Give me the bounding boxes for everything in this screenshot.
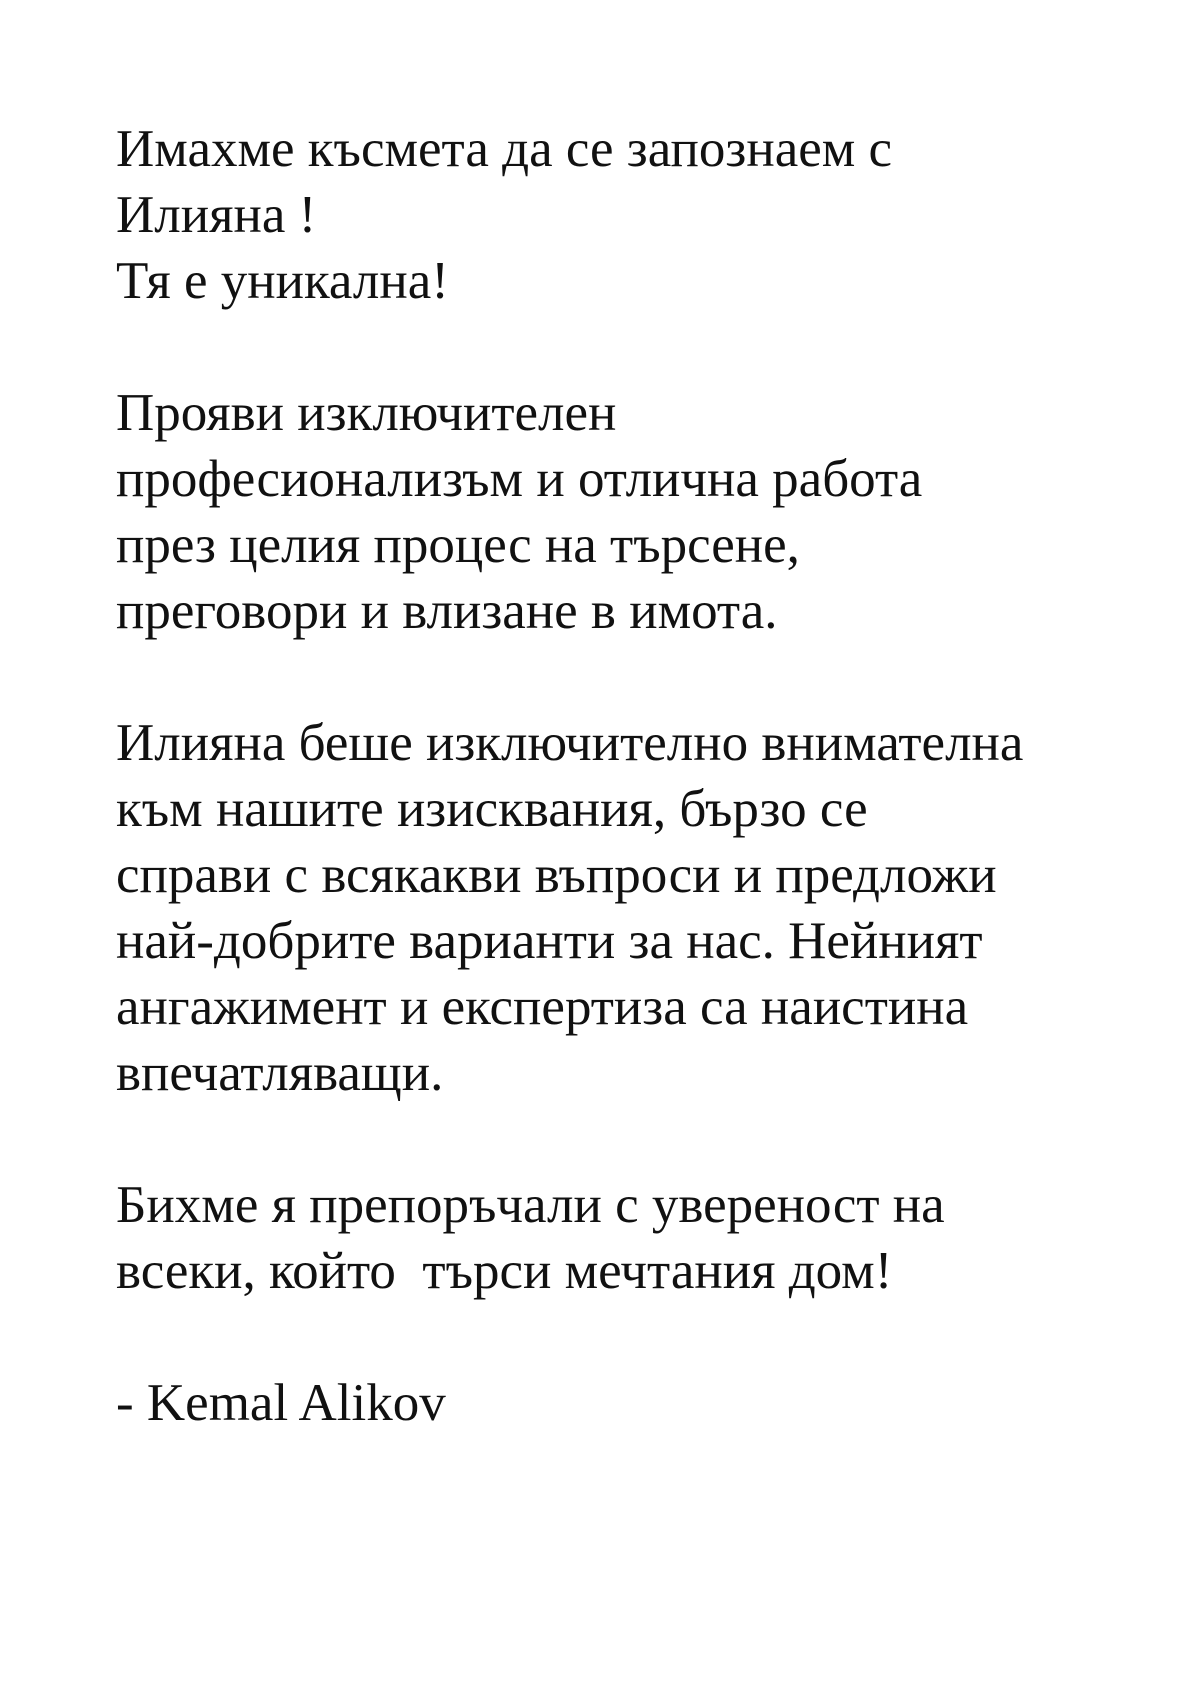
text-line: Имахме късмета да се запознаем с bbox=[116, 120, 893, 178]
text-line: всеки, който търси мечтания дом! bbox=[116, 1242, 893, 1300]
paragraph-spacer bbox=[116, 644, 1156, 710]
testimonial-text bbox=[116, 116, 1156, 1436]
paragraph-spacer bbox=[116, 314, 1156, 380]
text-line: Бихме я препоръчали с увереност на bbox=[116, 1176, 945, 1234]
paragraph-professionalism bbox=[116, 380, 1156, 644]
author-name: - Kemal Alikov bbox=[116, 1374, 446, 1432]
paragraph-spacer bbox=[116, 1304, 1156, 1370]
paragraph-intro bbox=[116, 116, 1156, 314]
signature bbox=[116, 1370, 1156, 1436]
paragraph-attention bbox=[116, 710, 1156, 1106]
text-line: справи с всякакви въпроси и предложи bbox=[116, 846, 997, 904]
text-line: професионализъм и отлична работа bbox=[116, 450, 923, 508]
text-line: Тя е уникална! bbox=[116, 252, 449, 310]
text-line: Прояви изключителен bbox=[116, 384, 617, 442]
text-line: към нашите изисквания, бързо се bbox=[116, 780, 868, 838]
text-line: Илияна беше изключително внимателна bbox=[116, 714, 1024, 772]
text-line: преговори и влизане в имота. bbox=[116, 582, 778, 640]
paragraph-spacer bbox=[116, 1106, 1156, 1172]
text-line: най-добрите варианти за нас. Нейният bbox=[116, 912, 983, 970]
paragraph-recommendation bbox=[116, 1172, 1156, 1304]
text-line: впечатляващи. bbox=[116, 1044, 444, 1102]
text-line: Илияна ! bbox=[116, 186, 317, 244]
text-line: ангажимент и експертиза са наистина bbox=[116, 978, 969, 1036]
text-line: през целия процес на търсене, bbox=[116, 516, 800, 574]
